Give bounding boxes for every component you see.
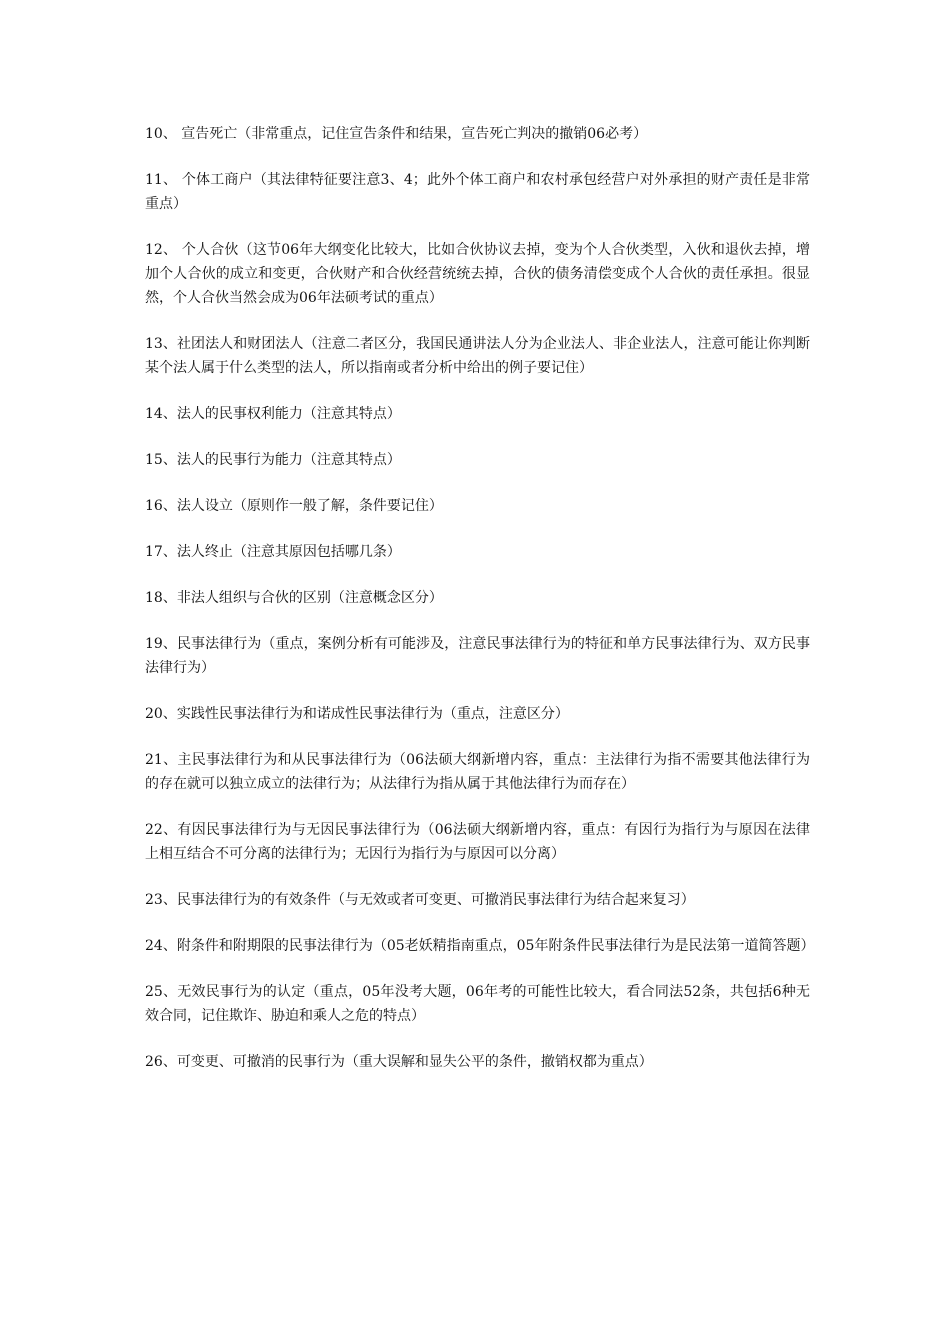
list-item: 21、主民事法律行为和从民事法律行为（06法硕大纲新增内容，重点：主法律行为指不需要其他法律行为的存在就可以独立成立的法律行为；从法律行为指从属于其他法律行为而存在） (145, 752, 810, 792)
list-item: 19、民事法律行为（重点，案例分析有可能涉及，注意民事法律行为的特征和单方民事法律行为、双方民事法律行为） (145, 636, 810, 676)
list-item: 18、非法人组织与合伙的区别（注意概念区分） (145, 590, 443, 606)
list-item: 22、有因民事法律行为与无因民事法律行为（06法硕大纲新增内容，重点：有因行为指行为与原因在法律上相互结合不可分离的法律行为；无因行为指行为与原因可以分离） (145, 822, 810, 862)
list-item: 16、法人设立（原则作一般了解，条件要记住） (145, 498, 443, 514)
list-item: 11、 个体工商户（其法律特征要注意3、4；此外个体工商户和农村承包经营户对外承担的财产责任是非常重点） (145, 172, 810, 212)
list-item: 20、实践性民事法律行为和诺成性民事法律行为（重点，注意区分） (145, 706, 569, 722)
list-item: 24、附条件和附期限的民事法律行为（05老妖精指南重点，05年附条件民事法律行为是民法第一道简答题） (145, 938, 815, 954)
document-body (145, 122, 815, 1096)
list-item: 17、法人终止（注意其原因包括哪几条） (145, 544, 401, 560)
list-item: 23、民事法律行为的有效条件（与无效或者可变更、可撤消民事法律行为结合起来复习） (145, 892, 695, 908)
list-item: 14、法人的民事权利能力（注意其特点） (145, 406, 401, 422)
list-item: 15、法人的民事行为能力（注意其特点） (145, 452, 401, 468)
list-item: 26、可变更、可撤消的民事行为（重大误解和显失公平的条件，撤销权都为重点） (145, 1054, 653, 1070)
list-item: 25、无效民事行为的认定（重点，05年没考大题，06年考的可能性比较大，看合同法52条，共包括6种无效合同，记住欺诈、胁迫和乘人之危的特点） (145, 984, 810, 1024)
list-item: 12、 个人合伙（这节06年大纲变化比较大，比如合伙协议去掉，变为个人合伙类型，入伙和退伙去掉，增加个人合伙的成立和变更，合伙财产和合伙经营统统去掉，合伙的债务清偿变成个人合伙的责任承担。很显然，个人合伙当然会成为06年法硕考试的重点） (145, 242, 810, 306)
list-item: 10、 宣告死亡（非常重点，记住宣告条件和结果，宣告死亡判决的撤销06必考） (145, 126, 648, 142)
list-item: 13、社团法人和财团法人（注意二者区分，我国民通讲法人分为企业法人、非企业法人，注意可能让你判断某个法人属于什么类型的法人，所以指南或者分析中给出的例子要记住） (145, 336, 810, 376)
